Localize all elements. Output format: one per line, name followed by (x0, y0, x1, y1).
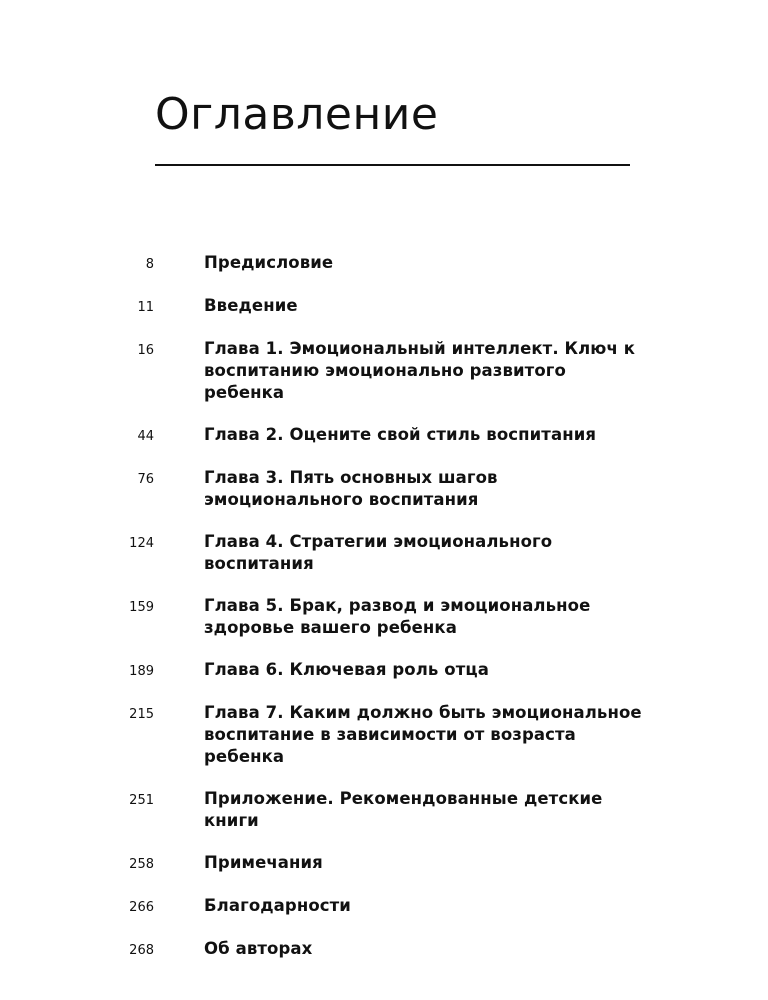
toc-entry-page-number: 124 (129, 536, 154, 551)
toc-entry-page-number: 8 (145, 257, 154, 272)
toc-entry[interactable] (104, 424, 644, 447)
toc-entry[interactable] (104, 595, 644, 639)
toc-entry[interactable] (104, 852, 644, 875)
toc-entry-page-number: 266 (129, 900, 154, 915)
toc-entry[interactable] (104, 295, 644, 318)
toc-entry-label: Примечания (204, 853, 323, 872)
toc-entry-page-number: 11 (137, 300, 154, 315)
toc-entry-label: Глава 3. Пять основных шагов эмоционального воспитания (204, 468, 498, 509)
toc-entry[interactable] (104, 338, 644, 404)
toc-entry-label: Глава 4. Стратегии эмоционального воспитания (204, 532, 553, 573)
toc-entry[interactable] (104, 788, 644, 832)
toc-entry-label: Глава 1. Эмоциональный интеллект. Ключ к воспитанию эмоционально развитого ребенка (204, 339, 636, 402)
toc-entry[interactable] (104, 938, 644, 961)
toc-entry-page-number: 16 (137, 343, 154, 358)
toc-entry-label: Глава 5. Брак, развод и эмоциональное здоровье вашего ребенка (204, 596, 591, 637)
toc-entry-label: Глава 6. Ключевая роль отца (204, 660, 489, 679)
toc-entry-label: Введение (204, 296, 298, 315)
toc-entry-page-number: 189 (129, 664, 154, 679)
toc-entry-page-number: 76 (137, 472, 154, 487)
toc-entry[interactable] (104, 895, 644, 918)
toc-entry-label: Благодарности (204, 896, 351, 915)
toc-entry[interactable] (104, 531, 644, 575)
toc-entry[interactable] (104, 467, 644, 511)
toc-entry-label: Приложение. Рекомендованные детские книги (204, 789, 603, 830)
toc-entry[interactable] (104, 252, 644, 275)
toc-entry-label: Глава 2. Оцените свой стиль воспитания (204, 425, 597, 444)
title-divider (155, 164, 630, 166)
toc-entry-page-number: 258 (129, 857, 154, 872)
toc-entry-page-number: 215 (129, 707, 154, 722)
toc-entry-page-number: 159 (129, 600, 154, 615)
toc-entry[interactable] (104, 702, 644, 768)
page-title: Оглавление (155, 89, 439, 140)
toc-entry-list (104, 252, 644, 981)
toc-entry-page-number: 268 (129, 943, 154, 958)
toc-entry-label: Глава 7. Каким должно быть эмоциональное воспитание в зависимости от возраста ребенка (204, 703, 642, 766)
toc-entry-label: Предисловие (204, 253, 334, 272)
toc-entry-page-number: 44 (137, 429, 154, 444)
toc-entry-page-number: 251 (129, 793, 154, 808)
title-block (155, 89, 630, 174)
toc-entry-label: Об авторах (204, 939, 313, 958)
toc-entry[interactable] (104, 659, 644, 682)
